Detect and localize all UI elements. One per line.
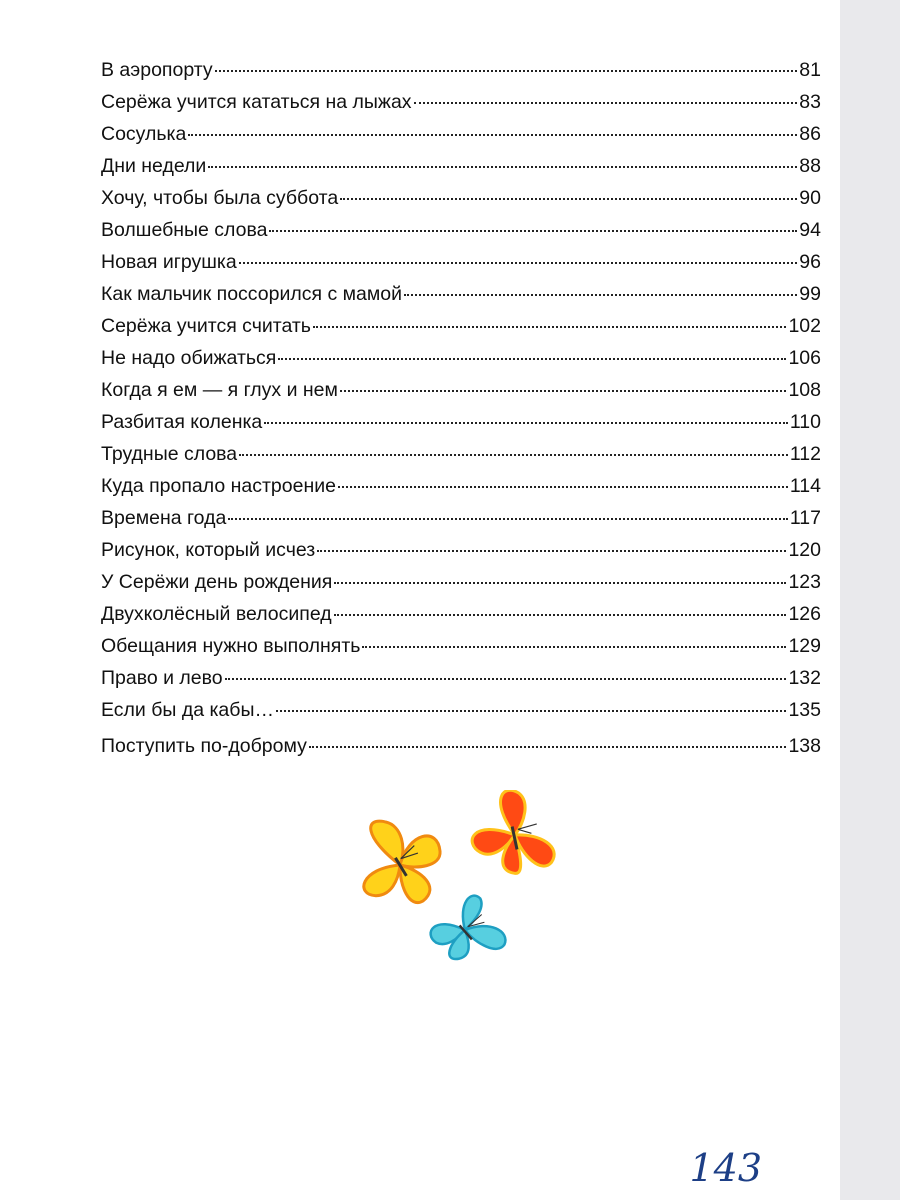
toc-entry-title: Не надо обижаться [101, 347, 277, 369]
toc-entry-page-number: 96 [799, 251, 821, 273]
toc-entry-page-number: 120 [788, 539, 821, 561]
toc-entry-page-number: 138 [788, 735, 821, 757]
toc-entry-page-number: 108 [788, 379, 821, 401]
toc-entry-title: Как мальчик поссорился с мамой [101, 283, 403, 305]
toc-entry-page-number: 123 [788, 571, 821, 593]
toc-entry-page-number: 114 [789, 475, 821, 497]
toc-entry-title: Куда пропало настроение [101, 475, 336, 497]
toc-dot-leader [317, 550, 786, 552]
toc-entry [101, 374, 821, 406]
toc-dot-leader [278, 358, 786, 360]
toc-entry-page-number: 99 [799, 283, 821, 305]
toc-entry-page-number: 117 [789, 507, 821, 529]
toc-entry-page-number: 88 [799, 155, 821, 177]
toc-entry-page-number: 90 [799, 187, 821, 209]
toc-entry-title: Если бы да кабы… [101, 699, 274, 721]
toc-entry-title: Право и лево [101, 667, 223, 689]
toc-entry-page-number: 102 [788, 315, 821, 337]
toc-entry [101, 182, 821, 214]
red-butterfly-icon [468, 790, 562, 878]
toc-entry-title: Серёжа учится кататься на лыжах [101, 91, 412, 113]
toc-dot-leader [334, 582, 786, 584]
toc-entry-page-number: 129 [788, 635, 821, 657]
toc-entry-title: Серёжа учится считать [101, 315, 311, 337]
toc-dot-leader [208, 166, 797, 168]
toc-entry [101, 438, 821, 470]
toc-entry-title: У Серёжи день рождения [101, 571, 333, 593]
table-of-contents [101, 54, 821, 762]
toc-entry [101, 662, 821, 694]
toc-entry-title: Двухколёсный велосипед [101, 603, 332, 625]
toc-entry-page-number: 94 [799, 219, 821, 241]
toc-dot-leader [239, 454, 788, 456]
toc-entry-page-number: 112 [789, 443, 821, 465]
toc-entry [101, 534, 821, 566]
toc-entry-title: Сосулька [101, 123, 187, 145]
toc-entry [101, 730, 821, 762]
toc-entry-page-number: 110 [789, 411, 821, 433]
toc-entry-title: Разбитая коленка [101, 411, 263, 433]
toc-entry [101, 246, 821, 278]
toc-entry-title: Волшебные слова [101, 219, 268, 241]
toc-entry-page-number: 132 [788, 667, 821, 689]
toc-entry-title: Новая игрушка [101, 251, 237, 273]
toc-dot-leader [338, 486, 788, 488]
toc-dot-leader [313, 326, 786, 328]
toc-dot-leader [362, 646, 786, 648]
toc-dot-leader [404, 294, 797, 296]
toc-dot-leader [309, 746, 787, 748]
toc-dot-leader [269, 230, 797, 232]
toc-entry-page-number: 86 [799, 123, 821, 145]
toc-entry-title: В аэропорту [101, 59, 213, 81]
toc-entry-title: Времена года [101, 507, 227, 529]
toc-dot-leader [276, 710, 786, 712]
toc-dot-leader [228, 518, 788, 520]
toc-entry-title: Обещания нужно выполнять [101, 635, 361, 657]
toc-entry [101, 214, 821, 246]
toc-entry-title: Хочу, чтобы была суббота [101, 187, 339, 209]
toc-entry [101, 86, 821, 118]
toc-entry [101, 566, 821, 598]
toc-dot-leader [414, 102, 798, 104]
toc-entry-title: Поступить по-доброму [101, 735, 307, 757]
toc-entry [101, 502, 821, 534]
toc-entry [101, 406, 821, 438]
toc-entry-title: Когда я ем — я глух и нем [101, 379, 338, 401]
toc-entry-title: Трудные слова [101, 443, 238, 465]
blue-butterfly-icon [428, 893, 507, 961]
toc-entry-title: Рисунок, который исчез [101, 539, 316, 561]
toc-entry [101, 630, 821, 662]
toc-entry [101, 598, 821, 630]
toc-entry-page-number: 106 [788, 347, 821, 369]
toc-entry-title: Дни недели [101, 155, 207, 177]
butterflies-illustration [350, 790, 570, 970]
toc-dot-leader [225, 678, 787, 680]
toc-entry [101, 342, 821, 374]
toc-dot-leader [239, 262, 798, 264]
toc-dot-leader [340, 390, 787, 392]
toc-entry [101, 470, 821, 502]
toc-entry-page-number: 126 [788, 603, 821, 625]
toc-entry [101, 694, 821, 726]
toc-entry [101, 118, 821, 150]
toc-dot-leader [334, 614, 787, 616]
toc-entry [101, 310, 821, 342]
page-number: 143 [689, 1146, 762, 1190]
yellow-butterfly-icon [351, 810, 450, 913]
toc-dot-leader [215, 70, 798, 72]
toc-entry-page-number: 135 [788, 699, 821, 721]
toc-dot-leader [188, 134, 797, 136]
toc-dot-leader [264, 422, 788, 424]
toc-entry-page-number: 83 [799, 91, 821, 113]
toc-entry-page-number: 81 [799, 59, 821, 81]
toc-entry [101, 278, 821, 310]
toc-entry [101, 150, 821, 182]
toc-dot-leader [340, 198, 797, 200]
toc-entry [101, 54, 821, 86]
